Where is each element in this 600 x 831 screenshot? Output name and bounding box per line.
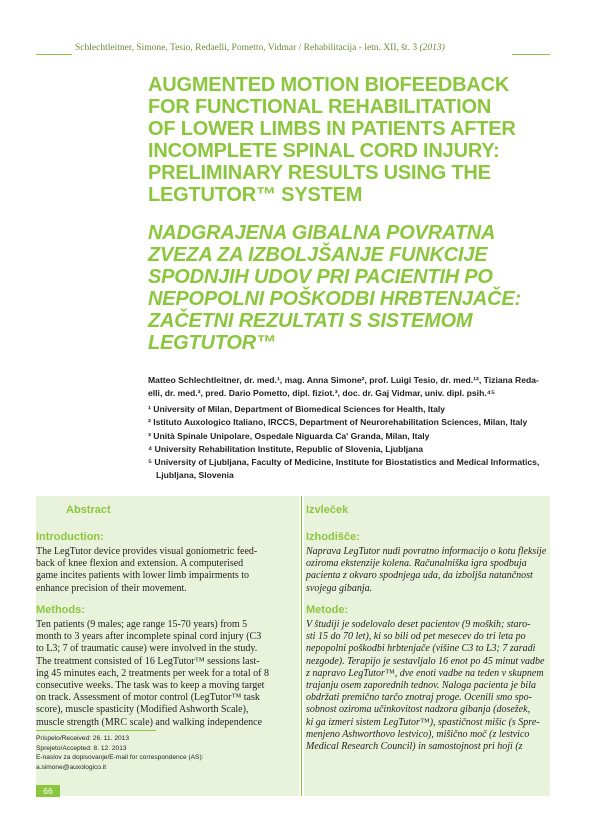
title-sl-line: NEPOPOLNI POŠKODBI HRBTENJAČE: <box>148 288 521 310</box>
affiliation-item: ³ Unità Spinale Unipolare, Ospedale Niguarda Ca' Granda, Milan, Italy <box>148 430 430 441</box>
page-number: 66 <box>36 785 60 797</box>
izhodisce-heading: Izhodišče: <box>306 531 360 543</box>
header-rule-left <box>36 54 72 55</box>
title-en-line: OF LOWER LIMBS IN PATIENTS AFTER <box>148 118 516 140</box>
title-sl-line: SPODNJIH UDOV PRI PACIENTIH PO <box>148 266 493 288</box>
affiliation-item: ⁴ University Rehabilitation Institute, Republic of Slovenia, Ljubljana <box>148 443 423 454</box>
affiliation-item: Ljubljana, Slovenia <box>156 470 234 481</box>
methods-text: Ten patients (9 males; age range 15-70 years) from 5 month to 3 years after incomplete spinal cord injury (C3 to L3; 7 of traumatic cause) were involved in the study. The treatment consisted of 16 LegTutor™ sessions last- ing 45 minutes each, 2 treatments per week for a total of 8 consecutive weeks. The task was to keep a moving target on track. Assessment of motor control (LegTutor™ task score), muscle spasticity (Modified Ashworth Scale), muscle strength (MRC scale) and walking independence <box>36 619 269 728</box>
column-divider <box>301 496 302 796</box>
methods-heading: Methods: <box>36 604 85 616</box>
title-en-line: LEGTUTOR™ SYSTEM <box>148 184 363 206</box>
header-rule-right <box>512 54 550 55</box>
title-sl-line: ZAČETNI REZULTATI S SISTEMOM <box>148 310 473 332</box>
accepted-date: Sprejeto/Accepted: 8. 12. 2013 <box>36 744 127 752</box>
title-slovenian <box>148 222 568 354</box>
title-en-line: FOR FUNCTIONAL REHABILITATION <box>148 96 492 118</box>
submission-info <box>36 734 204 772</box>
introduction-heading: Introduction: <box>36 531 104 543</box>
title-en-line: INCOMPLETE SPINAL CORD INJURY: <box>148 140 500 162</box>
metode-text: V študiji je sodelovalo deset pacientov (9 moških; staro- sti 15 do 70 let), ki so bili od pet mesecev do tri leta po nepopolni poškodbi hrbtenjače (višine C3 to L3; 7 zaradi nezgode). Terapijo je sestavljalo 16 enot po 45 minut vadbe z napravo LegTutor™, dve enoti vadbe na teden v skupnem trajanju osem zaporednih tednov. Naloga pacienta je bila obdržati premično tarčo znotraj proge. Ocenili smo spo- sobnost oziroma učinkovitost nadzora gibanja (dosežek, ki ga izmeri sistem LegTutor™), spastičnost mišic (s Spre- menjeno Ashworthovo lestvico), mišično moč (z lestvico Medical Research Council) in samostojnost pri hoji (z <box>306 619 545 753</box>
received-date: Prispelo/Received: 26. 11. 2013 <box>36 735 129 742</box>
title-sl-line: ZVEZA ZA IZBOLJŠANJE FUNKCIJE <box>148 244 488 266</box>
running-header-year: (2013) <box>419 43 445 53</box>
affiliation-item: ² Istituto Auxologico Italiano, IRCCS, Department of Neurorehabilitation Sciences, Milan, Italy <box>148 417 528 428</box>
title-sl-line: LEGTUTOR™ <box>148 332 276 354</box>
author-line: Matteo Schlechtleitner, dr. med.¹, mag. Anna Simone², prof. Luigi Tesio, dr. med.¹², Tiziana Reda- <box>148 375 539 385</box>
affiliations <box>148 403 578 483</box>
correspondence-email: a.simone@auxologico.it <box>36 763 107 771</box>
introduction-text: The LegTutor device provides visual goniometric feed- back of knee flexion and extension. A computerised game incites patients with lower limb impairments to enhance precision of their movement. <box>36 546 258 594</box>
author-list <box>148 374 578 400</box>
abstract-heading-en: Abstract <box>66 504 111 516</box>
dates-rule <box>36 730 156 731</box>
title-en-line: PRELIMINARY RESULTS USING THE <box>148 162 491 184</box>
title-sl-line: NADGRAJENA GIBALNA POVRATNA <box>148 222 496 244</box>
correspondence-label: E-naslov za dopisovanje/E-mail for correspondence (AS): <box>36 754 204 762</box>
metode-heading: Metode: <box>306 604 349 616</box>
author-line: elli, dr. med.³, pred. Dario Pometto, dipl. fiziot.³, doc. dr. Gaj Vidmar, univ. dipl. psih.⁴⁵ <box>148 388 495 398</box>
affiliation-item: ¹ University of Milan, Department of Biomedical Sciences for Health, Italy <box>148 404 446 414</box>
title-english <box>148 74 568 206</box>
running-header-text: Schlechtleitner, Simone, Tesio, Redaelli, Pometto, Vidmar / Rehabilitacija - letn. XII, št. 3 <box>75 43 420 53</box>
title-en-line: AUGMENTED MOTION BIOFEEDBACK <box>148 74 510 96</box>
affiliation-item: ⁵ University of Ljubljana, Faculty of Medicine, Institute for Biostatistics and Medical Informatics, <box>148 457 540 468</box>
abstract-heading-sl: Izvleček <box>306 504 349 516</box>
izhodisce-text: Naprava LegTutor nudi povratno informacijo o kotu fleksije oziroma ekstenzije kolena. Računalniška igra spodbuja pacienta z okvaro spodnjega uda, da izboljša natančnost svojega gibanja. <box>306 546 547 594</box>
running-header <box>75 43 505 53</box>
